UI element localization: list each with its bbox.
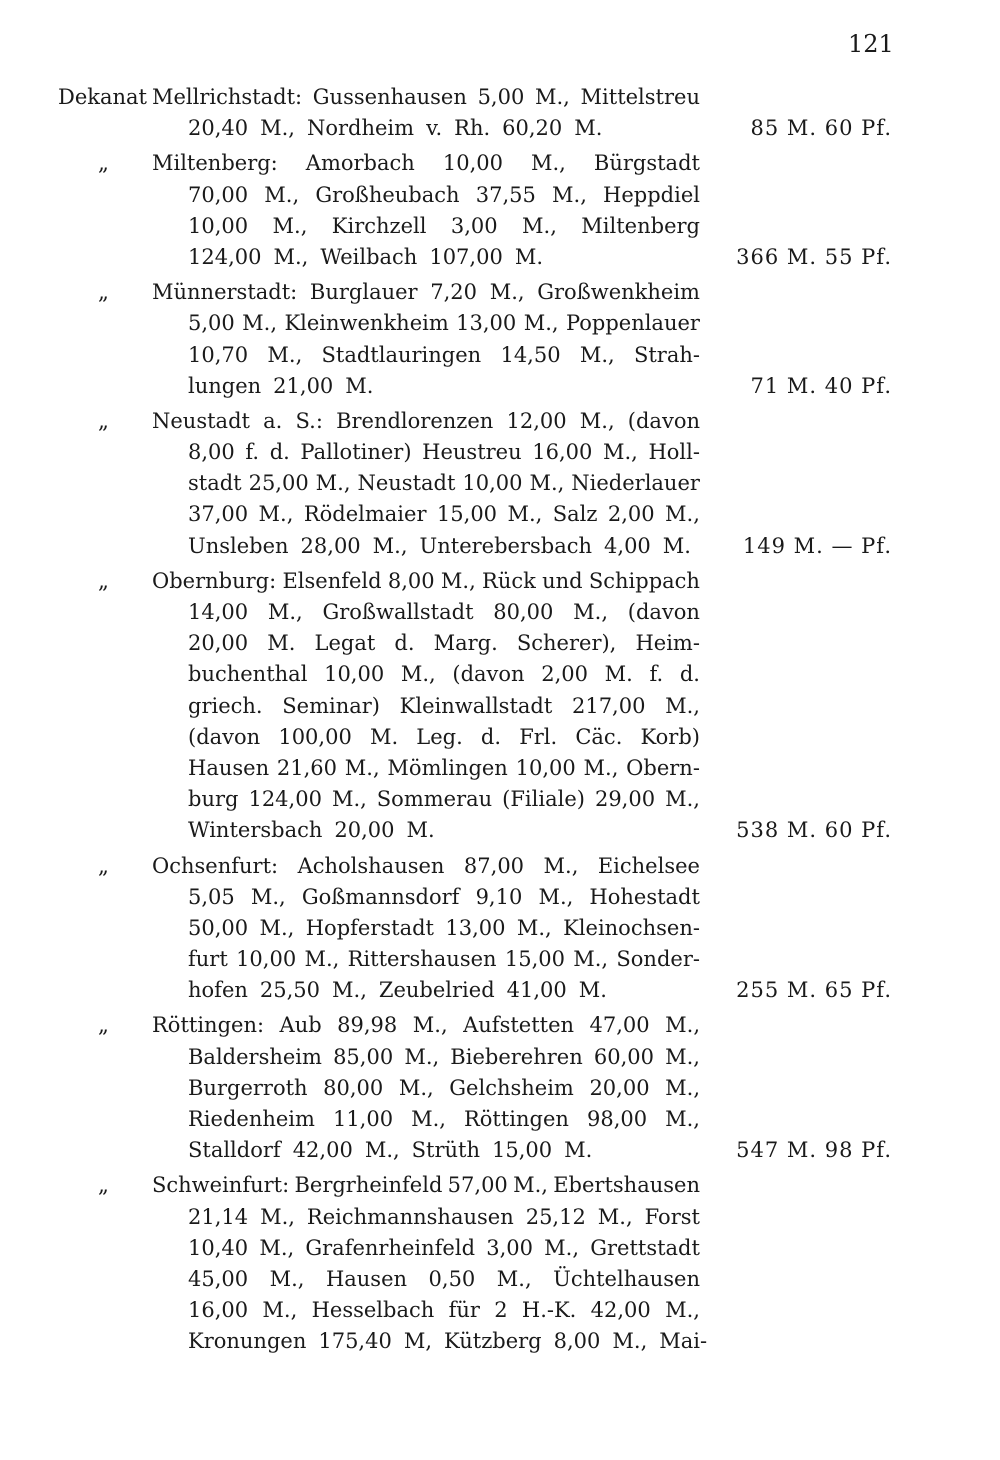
line-text: 70,00 M., Großheubach 37,55 M., Heppdiel bbox=[188, 182, 700, 207]
lead-label: Dekanat bbox=[58, 85, 147, 109]
deanery-entry bbox=[0, 566, 1000, 847]
entry-line bbox=[0, 1295, 1000, 1326]
entry-line bbox=[0, 1010, 1000, 1041]
entry-line bbox=[0, 944, 1000, 975]
line-text: Miltenberg: Amorbach 10,00 M., Bürgstadt bbox=[152, 151, 700, 176]
entry-line bbox=[0, 566, 1000, 597]
deanery-entry bbox=[0, 1010, 1000, 1166]
page-number: 121 bbox=[848, 30, 894, 58]
deanery-entry bbox=[0, 851, 1000, 1007]
entry-line bbox=[0, 1135, 1000, 1166]
deanery-entry bbox=[0, 277, 1000, 402]
entry-line bbox=[0, 437, 1000, 468]
ditto-mark: „ bbox=[98, 280, 109, 305]
entry-line bbox=[0, 308, 1000, 339]
ditto-mark: „ bbox=[98, 1173, 109, 1198]
line-text: Baldersheim 85,00 M., Bieberehren 60,00 M., bbox=[188, 1044, 700, 1069]
entry-line bbox=[0, 468, 1000, 499]
entry-line bbox=[0, 1326, 1000, 1357]
ditto-mark: „ bbox=[98, 151, 109, 176]
entry-line bbox=[0, 1202, 1000, 1233]
entry-line bbox=[0, 1042, 1000, 1073]
line-text: Riedenheim 11,00 M., Röttingen 98,00 M., bbox=[188, 1107, 700, 1131]
line-text: 14,00 M., Großwallstadt 80,00 M., (davon bbox=[188, 600, 700, 624]
line-text: 50,00 M., Hopferstadt 13,00 M., Kleinochsen- bbox=[188, 915, 700, 940]
line-text: 20,00 M. Legat d. Marg. Scherer), Heim- bbox=[188, 631, 700, 656]
entry-amount: 149 M. — Pf. bbox=[742, 533, 892, 558]
entry-amount: 547 M. 98 Pf. bbox=[736, 1138, 892, 1163]
ditto-mark: „ bbox=[98, 853, 109, 878]
entry-amount: 85 M. 60 Pf. bbox=[750, 116, 892, 141]
entry-line bbox=[0, 1264, 1000, 1295]
entry-amount: 538 M. 60 Pf. bbox=[736, 818, 892, 843]
entry-line bbox=[0, 1073, 1000, 1104]
line-text: (davon 100,00 M. Leg. d. Frl. Cäc. Korb) bbox=[188, 724, 700, 749]
entry-line bbox=[0, 975, 1000, 1006]
line-text: 37,00 M., Rödelmaier 15,00 M., Salz 2,00 M., bbox=[188, 502, 700, 527]
line-text: buchenthal 10,00 M., (davon 2,00 M. f. d. bbox=[188, 662, 700, 687]
deanery-entry bbox=[0, 82, 1000, 144]
entry-line bbox=[0, 851, 1000, 882]
deanery-entry bbox=[0, 406, 1000, 562]
entry-line bbox=[0, 180, 1000, 211]
line-text: griech. Seminar) Kleinwallstadt 217,00 M., bbox=[188, 693, 700, 718]
entry-line bbox=[0, 211, 1000, 242]
entry-line bbox=[0, 722, 1000, 753]
line-text: burg 124,00 M., Sommerau (Filiale) 29,00 M., bbox=[188, 787, 700, 812]
line-text: 5,00 M., Kleinwenkheim 13,00 M., Poppenlauer bbox=[188, 311, 700, 336]
line-text: Unsleben 28,00 M., Unterebersbach 4,00 M. bbox=[188, 533, 691, 558]
entry-line bbox=[0, 371, 1000, 402]
entry-line bbox=[0, 148, 1000, 179]
line-text: 8,00 f. d. Pallotiner) Heustreu 16,00 M., Holl- bbox=[188, 440, 700, 465]
line-text: Kronungen 175,40 M, Kützberg 8,00 M., Mai- bbox=[188, 1329, 708, 1354]
line-text: Mellrichstadt: Gussenhausen 5,00 M., Mittelstreu bbox=[152, 85, 700, 109]
line-text: Hausen 21,60 M., Mömlingen 10,00 M., Obern- bbox=[188, 755, 700, 780]
entry-line bbox=[0, 659, 1000, 690]
entry-line bbox=[0, 628, 1000, 659]
line-text: 16,00 M., Hesselbach für 2 H.-K. 42,00 M., bbox=[188, 1298, 700, 1323]
line-text: stadt 25,00 M., Neustadt 10,00 M., Niederlauer bbox=[188, 471, 700, 496]
entry-line bbox=[0, 499, 1000, 530]
entry-amount: 366 M. 55 Pf. bbox=[736, 244, 892, 269]
entry-amount: 255 M. 65 Pf. bbox=[736, 978, 892, 1003]
ditto-mark: „ bbox=[98, 1013, 109, 1038]
entry-line bbox=[0, 406, 1000, 437]
entry-line bbox=[0, 1104, 1000, 1135]
entry-line bbox=[0, 242, 1000, 273]
line-text: 5,05 M., Goßmannsdorf 9,10 M., Hohestadt bbox=[188, 884, 700, 909]
entry-line bbox=[0, 691, 1000, 722]
entry-line bbox=[0, 340, 1000, 371]
line-text: Stalldorf 42,00 M., Strüth 15,00 M. bbox=[188, 1138, 593, 1163]
entry-line bbox=[0, 815, 1000, 846]
line-text: 21,14 M., Reichmannshausen 25,12 M., Forst bbox=[188, 1204, 700, 1229]
entry-line bbox=[0, 113, 1000, 144]
line-text: furt 10,00 M., Rittershausen 15,00 M., Sonder- bbox=[188, 947, 700, 972]
deanery-entry bbox=[0, 1170, 1000, 1357]
line-text: Wintersbach 20,00 M. bbox=[188, 818, 435, 843]
line-text: 45,00 M., Hausen 0,50 M., Üchtelhausen bbox=[188, 1266, 700, 1291]
line-text: Neustadt a. S.: Brendlorenzen 12,00 M., (davon bbox=[152, 408, 700, 433]
entry-line bbox=[0, 1233, 1000, 1264]
entry-line bbox=[0, 82, 1000, 113]
line-text: 124,00 M., Weilbach 107,00 M. bbox=[188, 244, 543, 269]
line-text: Burgerroth 80,00 M., Gelchsheim 20,00 M., bbox=[188, 1075, 700, 1100]
entry-line bbox=[0, 277, 1000, 308]
entry-line bbox=[0, 1170, 1000, 1201]
ditto-mark: „ bbox=[98, 568, 109, 593]
line-text: hofen 25,50 M., Zeubelried 41,00 M. bbox=[188, 978, 607, 1003]
line-text: Ochsenfurt: Acholshausen 87,00 M., Eichelsee bbox=[152, 853, 700, 878]
entry-amount: 71 M. 40 Pf. bbox=[750, 373, 892, 398]
line-text: lungen 21,00 M. bbox=[188, 373, 374, 398]
ditto-mark: „ bbox=[98, 408, 109, 433]
deanery-list bbox=[0, 82, 1000, 1362]
entry-line bbox=[0, 531, 1000, 562]
deanery-entry bbox=[0, 148, 1000, 273]
line-text: 10,70 M., Stadtlauringen 14,50 M., Strah- bbox=[188, 342, 700, 367]
entry-line bbox=[0, 784, 1000, 815]
line-text: Obernburg: Elsenfeld 8,00 M., Rück und Schippach bbox=[152, 568, 700, 593]
entry-line bbox=[0, 753, 1000, 784]
line-text: Münnerstadt: Burglauer 7,20 M., Großwenkheim bbox=[152, 280, 700, 305]
entry-line bbox=[0, 597, 1000, 628]
entry-line bbox=[0, 882, 1000, 913]
line-text: Schweinfurt: Bergrheinfeld 57,00 M., Ebertshausen bbox=[152, 1173, 700, 1198]
line-text: 20,40 M., Nordheim v. Rh. 60,20 M. bbox=[188, 116, 603, 141]
line-text: 10,00 M., Kirchzell 3,00 M., Miltenberg bbox=[188, 213, 700, 238]
line-text: Röttingen: Aub 89,98 M., Aufstetten 47,00 M., bbox=[152, 1013, 700, 1038]
line-text: 10,40 M., Grafenrheinfeld 3,00 M., Grettstadt bbox=[188, 1235, 700, 1260]
entry-line bbox=[0, 913, 1000, 944]
